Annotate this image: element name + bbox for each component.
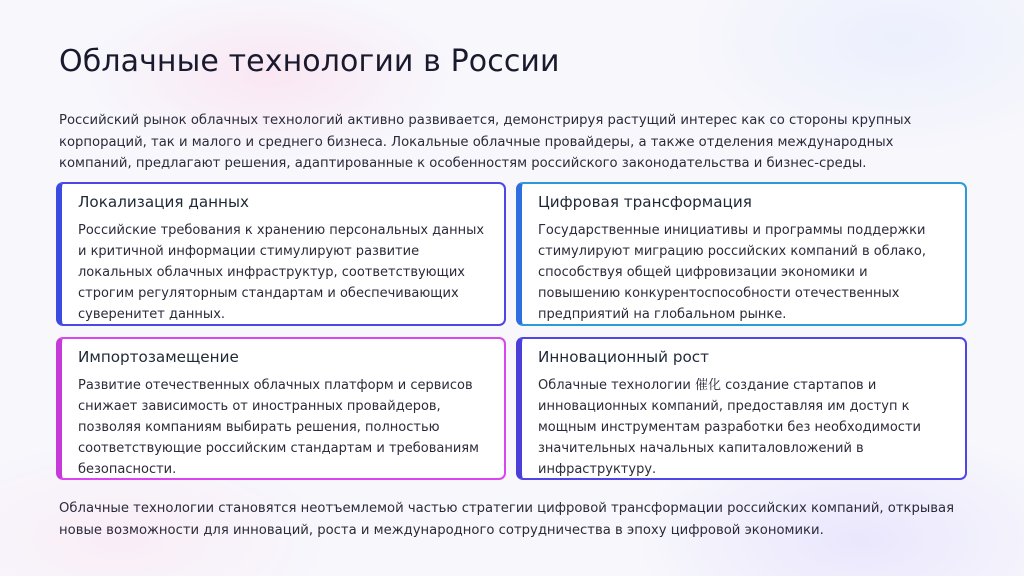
card-text: Облачные технологии 催化 создание стартапов и инновационных компаний, предоставляя им доступ к мощным инструментам разработки без необходимости значительных начальных капиталовложений в инфраструктуру.: [538, 378, 921, 477]
conclusion-paragraph: Облачные технологии становятся неотъемлемой частью стратегии цифровой трансформации российских компаний, открывая новые возможности для инноваций, роста и международного сотрудничества в эпоху цифровой экономики.: [59, 501, 955, 538]
card-title: Инновационный рост: [538, 348, 709, 366]
card-text: Государственные инициативы и программы поддержки стимулируют миграцию российских компаний в облако, способствуя общей цифровизации экономики и повышению конкурентоспособности отечественных предприятий на глобальном рынке.: [538, 223, 926, 322]
card-text: Российские требования к хранению персональных данных и критичной информации стимулируют развитие локальных облачных инфраструктур, соответствующих строгим регуляторным стандартам и обеспечивающих суверенитет данных.: [78, 223, 485, 322]
card-import-substitution: [56, 337, 506, 480]
page-title: Облачные технологии в России: [59, 44, 560, 79]
card-data-localization: [56, 182, 506, 326]
card-digital-transformation: [516, 182, 967, 326]
card-title: Импортозамещение: [78, 348, 239, 366]
card-innovation-growth: [516, 337, 967, 480]
card-title: Локализация данных: [78, 193, 249, 211]
card-text: Развитие отечественных облачных платформ и сервисов снижает зависимость от иностранных провайдеров, позволяя компаниям выбирать решения, полностью соответствующие российским стандартам и требованиям безопасности.: [78, 378, 479, 477]
intro-paragraph: Российский рынок облачных технологий активно развивается, демонстрируя растущий интерес как со стороны крупных корпораций, так и малого и среднего бизнеса. Локальные облачные провайдеры, а также отделения международных компаний, предлагают решения, адаптированные к особенностям российского законодательства и бизнес-среды.: [59, 113, 912, 171]
card-title: Цифровая трансформация: [538, 193, 752, 211]
